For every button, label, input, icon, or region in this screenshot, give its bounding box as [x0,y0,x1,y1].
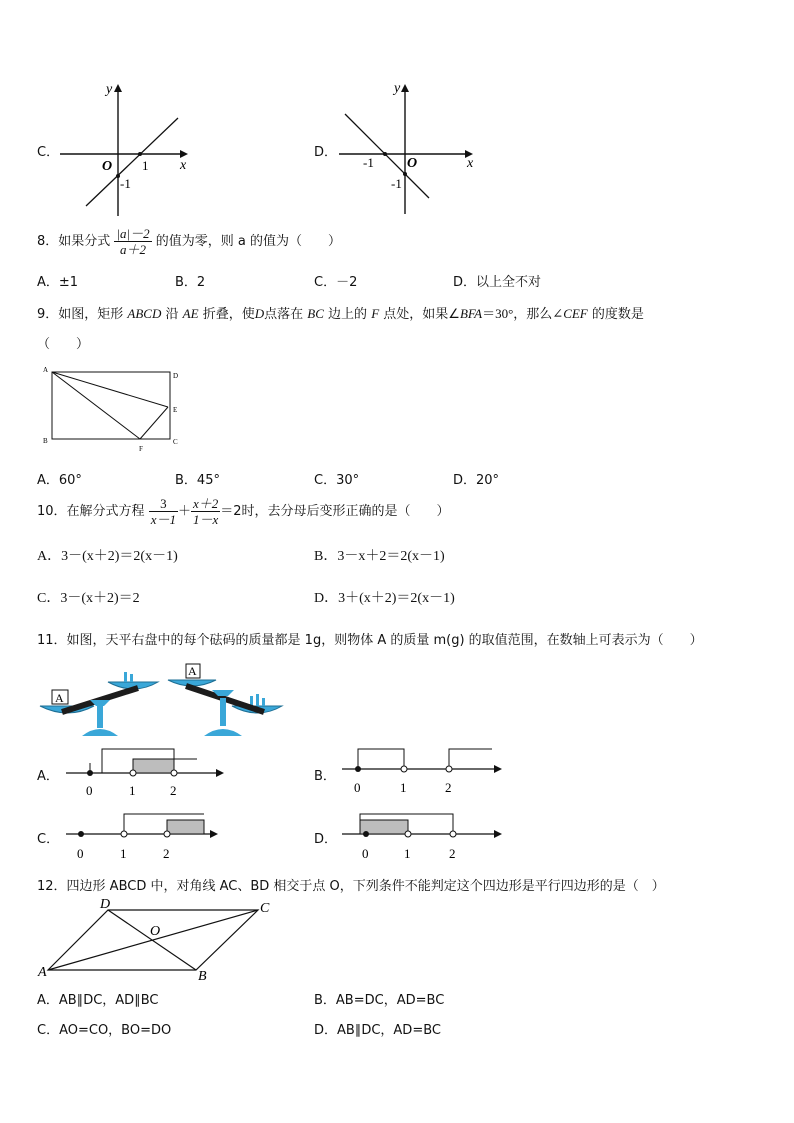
x-label: x [467,156,474,171]
svg-text:A: A [43,366,49,374]
svg-text:0: 0 [77,846,84,861]
question-11: 11．如图，天平右盘中的每个砝码的质量都是 1g，则物体 A 的质量 m(g) 的取值范围，在数轴上可表示为（ ） [37,633,703,648]
q9-option-a: A．60° [37,473,82,488]
question-8 [37,226,341,257]
q12-option-a: A．AB∥DC，AD∥BC [37,993,159,1008]
function-line [86,118,178,206]
q12-option-b: B．AB=DC，AD=BC [314,993,445,1008]
q9-option-d: D．20° [453,473,500,488]
svg-text:2: 2 [170,783,177,798]
q8-suffix: 的值为零，则 a 的值为（ ） [155,234,341,249]
svg-text:0: 0 [362,846,369,861]
question-9: 9．如图，矩形 ABCD 沿 AE 折叠，使D点落在 BC 边上的 F 点处，如果∠BFA＝30°，那么∠CEF 的度数是 [37,306,644,322]
weight [124,672,127,682]
q10-option-b: B．3－x＋2＝2(x－1) [314,549,445,564]
q11-option-a-label: A． [37,769,59,784]
y-label: y [106,82,113,97]
bracket-left [358,749,404,769]
q11-option-b-label: B． [314,769,336,784]
diagonal-bd [108,910,196,970]
q8-fraction [114,226,151,257]
q12-option-d: D．AB∥DC，AD=BC [314,1023,441,1038]
q11-option-d-label: D． [314,832,338,847]
weight [130,674,133,682]
shaded-interval [133,759,174,773]
svg-text:0: 0 [86,783,93,798]
q9-option-c: C．30° [314,473,360,488]
y-label: y [394,81,401,96]
q10-option-d: D．3＋(x＋2)＝2(x－1) [314,591,455,606]
svg-text:1: 1 [400,780,407,795]
q10-fraction-1: $\frac{3}{x-1}$ [150,496,176,527]
graph-d [335,78,480,218]
graph-c [58,78,193,218]
svg-text:D: D [173,372,179,380]
svg-text:O: O [150,924,161,939]
svg-text:D: D [100,897,111,912]
number-line-d [338,808,508,863]
weight [262,698,265,706]
option-d-label: D． [314,145,338,160]
svg-text:2: 2 [445,780,452,795]
number-line-c [62,808,232,863]
question-12: 12．四边形 ABCD 中，对角线 AC、BD 相交于点 O，下列条件不能判定这个四边形是平行四边形的是（ ） [37,879,665,894]
y-intercept-point [403,172,407,176]
q10-option-c: C．3－(x＋2)＝2 [37,591,140,606]
x-label: x [180,158,187,173]
svg-text:1: 1 [404,846,411,861]
svg-text:F: F [139,445,143,453]
svg-text:0: 0 [354,780,361,795]
tick-neg1: -1 [120,176,131,191]
bracket-right [449,749,492,769]
q9-option-b: B．45° [175,473,220,488]
tick-1: 1 [142,158,149,173]
svg-text:A: A [38,965,47,980]
base [82,729,118,736]
svg-text:C: C [260,901,270,916]
svg-text:1: 1 [120,846,127,861]
q9-rectangle-figure [40,362,185,457]
q8-option-c: C．－2 [314,275,358,290]
q8-prefix: 8．如果分式 [37,234,111,249]
stand [97,706,103,728]
balance-scale-2 [166,662,286,740]
q8-option-b: B．2 [175,275,206,290]
option-c-label: C． [37,145,60,160]
tick-neg1-y: -1 [391,176,402,191]
q8-denominator: a＋2 [119,242,146,257]
question-10: 10．在解分式方程 $\frac{3}{x-1}$ ＋ $\frac{x+2}{1-x}$ ＝2时，去分母后变形正确的是（ ） [37,496,450,527]
svg-text:A: A [55,691,64,705]
svg-text:1: 1 [129,783,136,798]
tick-neg1-x: -1 [363,155,374,170]
origin-label: O [407,156,418,171]
svg-text:2: 2 [449,846,456,861]
number-line-a [62,745,232,800]
y-axis-arrow [114,84,122,92]
y-axis-arrow [401,84,409,92]
q12-option-c: C．AO=CO，BO=DO [37,1023,172,1038]
base [204,729,242,736]
balance-scale-1 [38,662,168,740]
svg-text:E: E [173,406,178,414]
origin-label: O [102,159,113,174]
q10-fraction-2: $\frac{x+2}{1-x}$ [192,496,219,527]
stand [220,698,226,726]
q8-option-a: A．±1 [37,275,79,290]
number-line-b [338,745,508,800]
q10-option-a: A．3－(x＋2)＝2(x－1) [37,549,178,564]
x-axis-arrow [180,150,188,158]
rectangle-abcd [52,372,170,439]
q12-parallelogram-figure [36,896,286,984]
svg-text:B: B [198,969,207,984]
weight [256,694,259,706]
x-intercept-point [383,152,387,156]
q8-option-d: D．以上全不对 [453,275,542,290]
q11-option-c-label: C． [37,832,60,847]
shaded-interval [167,820,204,834]
svg-text:A: A [188,664,197,678]
q8-numerator: |a|－2 [116,226,150,241]
svg-text:C: C [173,438,178,446]
svg-text:B: B [43,437,48,445]
x-intercept-point [138,152,142,156]
q9-paren: （ ） [37,337,90,352]
svg-text:2: 2 [163,846,170,861]
